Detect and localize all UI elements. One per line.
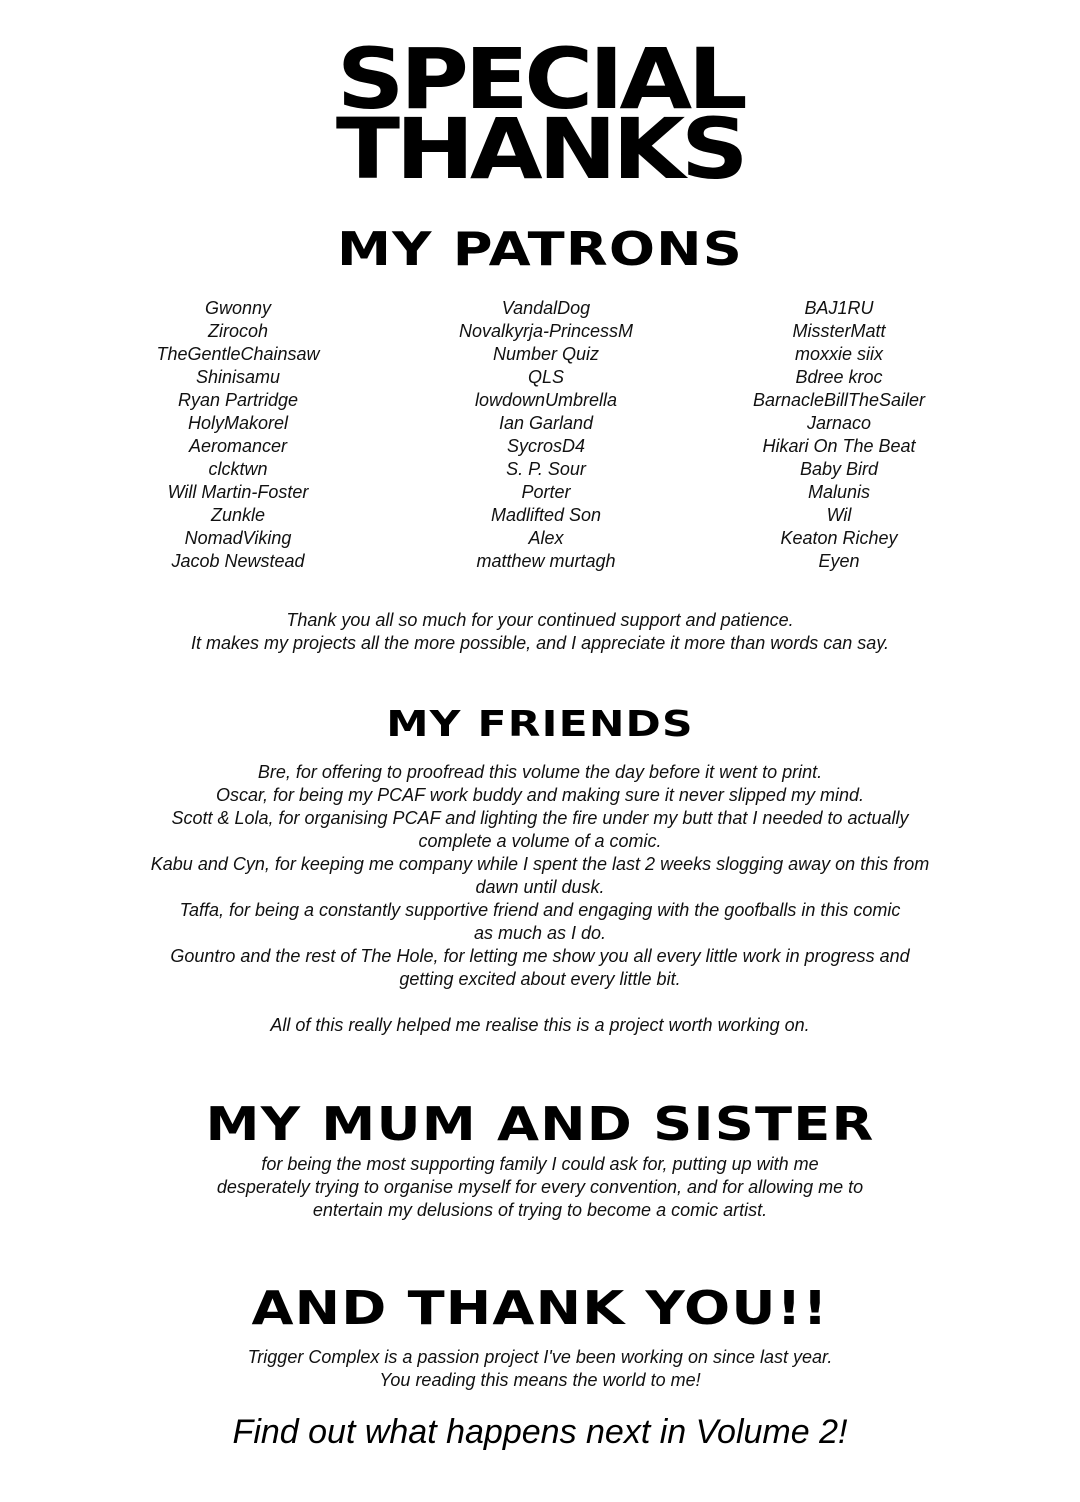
patron-name: Zirocoh	[207, 321, 269, 341]
thank-you-line: You reading this means the world to me!	[379, 1370, 701, 1390]
friends-line: as much as I do.	[473, 923, 607, 943]
patrons-heading: MY PATRONS	[336, 222, 744, 276]
thank-you-heading: AND THANK YOU!!	[251, 1281, 829, 1335]
family-heading: MY MUM AND SISTER	[205, 1097, 875, 1151]
friends-closing: All of this really helped me realise this is a project worth working on.	[270, 1015, 810, 1035]
friends-line: getting excited about every little bit.	[399, 969, 681, 989]
patron-name: Bdree kroc	[795, 367, 883, 387]
patrons-column-1	[68, 297, 408, 573]
family-line: for being the most supporting family I could ask for, putting up with me	[261, 1154, 819, 1174]
friends-line: complete a volume of a comic.	[418, 831, 662, 851]
patron-name: Jarnaco	[806, 413, 872, 433]
patron-name: Alex	[528, 528, 564, 548]
patron-name: Will Martin-Foster	[167, 482, 309, 502]
patron-name: Baby Bird	[799, 459, 879, 479]
thank-you-line: Trigger Complex is a passion project I've been working on since last year.	[247, 1347, 833, 1367]
patron-name: S. P. Sour	[506, 459, 586, 479]
family-line: desperately trying to organise myself for every convention, and for allowing me to	[216, 1177, 864, 1197]
patron-name: Keaton Richey	[780, 528, 898, 548]
patrons-thanks-line: Thank you all so much for your continued support and patience.	[286, 610, 794, 630]
patron-name: VandalDog	[501, 298, 591, 318]
patron-name: Porter	[521, 482, 571, 502]
patrons-column-2	[376, 297, 716, 573]
patron-name: NomadViking	[184, 528, 292, 548]
family-line: entertain my delusions of trying to become a comic artist.	[312, 1200, 768, 1220]
patron-name: Novalkyrja-PrincessM	[458, 321, 634, 341]
patron-name: BarnacleBillTheSailer	[752, 390, 926, 410]
friends-line: Gountro and the rest of The Hole, for letting me show you all every little work in progress and	[170, 946, 910, 966]
friends-line: Bre, for offering to proofread this volume the day before it went to print.	[257, 762, 823, 782]
patron-name: Zunkle	[210, 505, 266, 525]
patrons-thanks-line: It makes my projects all the more possible, and I appreciate it more than words can say.	[191, 633, 889, 653]
patron-name: Aeromancer	[188, 436, 288, 456]
patron-name: SycrosD4	[506, 436, 586, 456]
patron-name: Wil	[826, 505, 852, 525]
closing-line: Find out what happens next in Volume 2!	[232, 1413, 848, 1451]
friends-heading: MY FRIENDS	[386, 704, 694, 745]
family-message	[0, 1153, 1080, 1222]
friends-message	[0, 761, 1080, 1037]
patron-name: TheGentleChainsaw	[156, 344, 320, 364]
thank-you-message	[0, 1346, 1080, 1392]
patron-name: moxxie siix	[794, 344, 883, 364]
patron-name: QLS	[527, 367, 565, 387]
page-title	[0, 30, 1080, 198]
friends-line: dawn until dusk.	[475, 877, 605, 897]
patron-name: matthew murtagh	[476, 551, 616, 571]
patrons-thanks-message	[0, 609, 1080, 655]
patron-name: Ryan Partridge	[177, 390, 299, 410]
patron-name: MissterMatt	[792, 321, 886, 341]
patron-name: Malunis	[807, 482, 871, 502]
friends-line: Kabu and Cyn, for keeping me company while I spent the last 2 weeks slogging away on this from	[150, 854, 930, 874]
friends-line: Scott & Lola, for organising PCAF and lighting the fire under my butt that I needed to actually	[171, 808, 909, 828]
patrons-column-3	[669, 297, 1009, 573]
patrons-list	[0, 297, 1080, 577]
patron-name: Jacob Newstead	[171, 551, 305, 571]
patron-name: Number Quiz	[492, 344, 600, 364]
title-line-2: THANKS	[335, 100, 745, 198]
patron-name: HolyMakorel	[187, 413, 289, 433]
patron-name: Madlifted Son	[490, 505, 602, 525]
friends-line: Taffa, for being a constantly supportive friend and engaging with the goofballs in this comic	[179, 900, 901, 920]
patron-name: clcktwn	[208, 459, 268, 479]
patron-name: Shinisamu	[195, 367, 281, 387]
patron-name: Eyen	[818, 551, 860, 571]
friends-line: Oscar, for being my PCAF work buddy and making sure it never slipped my mind.	[216, 785, 864, 805]
patron-name: Hikari On The Beat	[762, 436, 916, 456]
patron-name: lowdownUmbrella	[474, 390, 618, 410]
patron-name: Gwonny	[204, 298, 272, 318]
patron-name: Ian Garland	[498, 413, 594, 433]
title-line-1: SPECIAL	[336, 30, 744, 128]
patron-name: BAJ1RU	[804, 298, 874, 318]
